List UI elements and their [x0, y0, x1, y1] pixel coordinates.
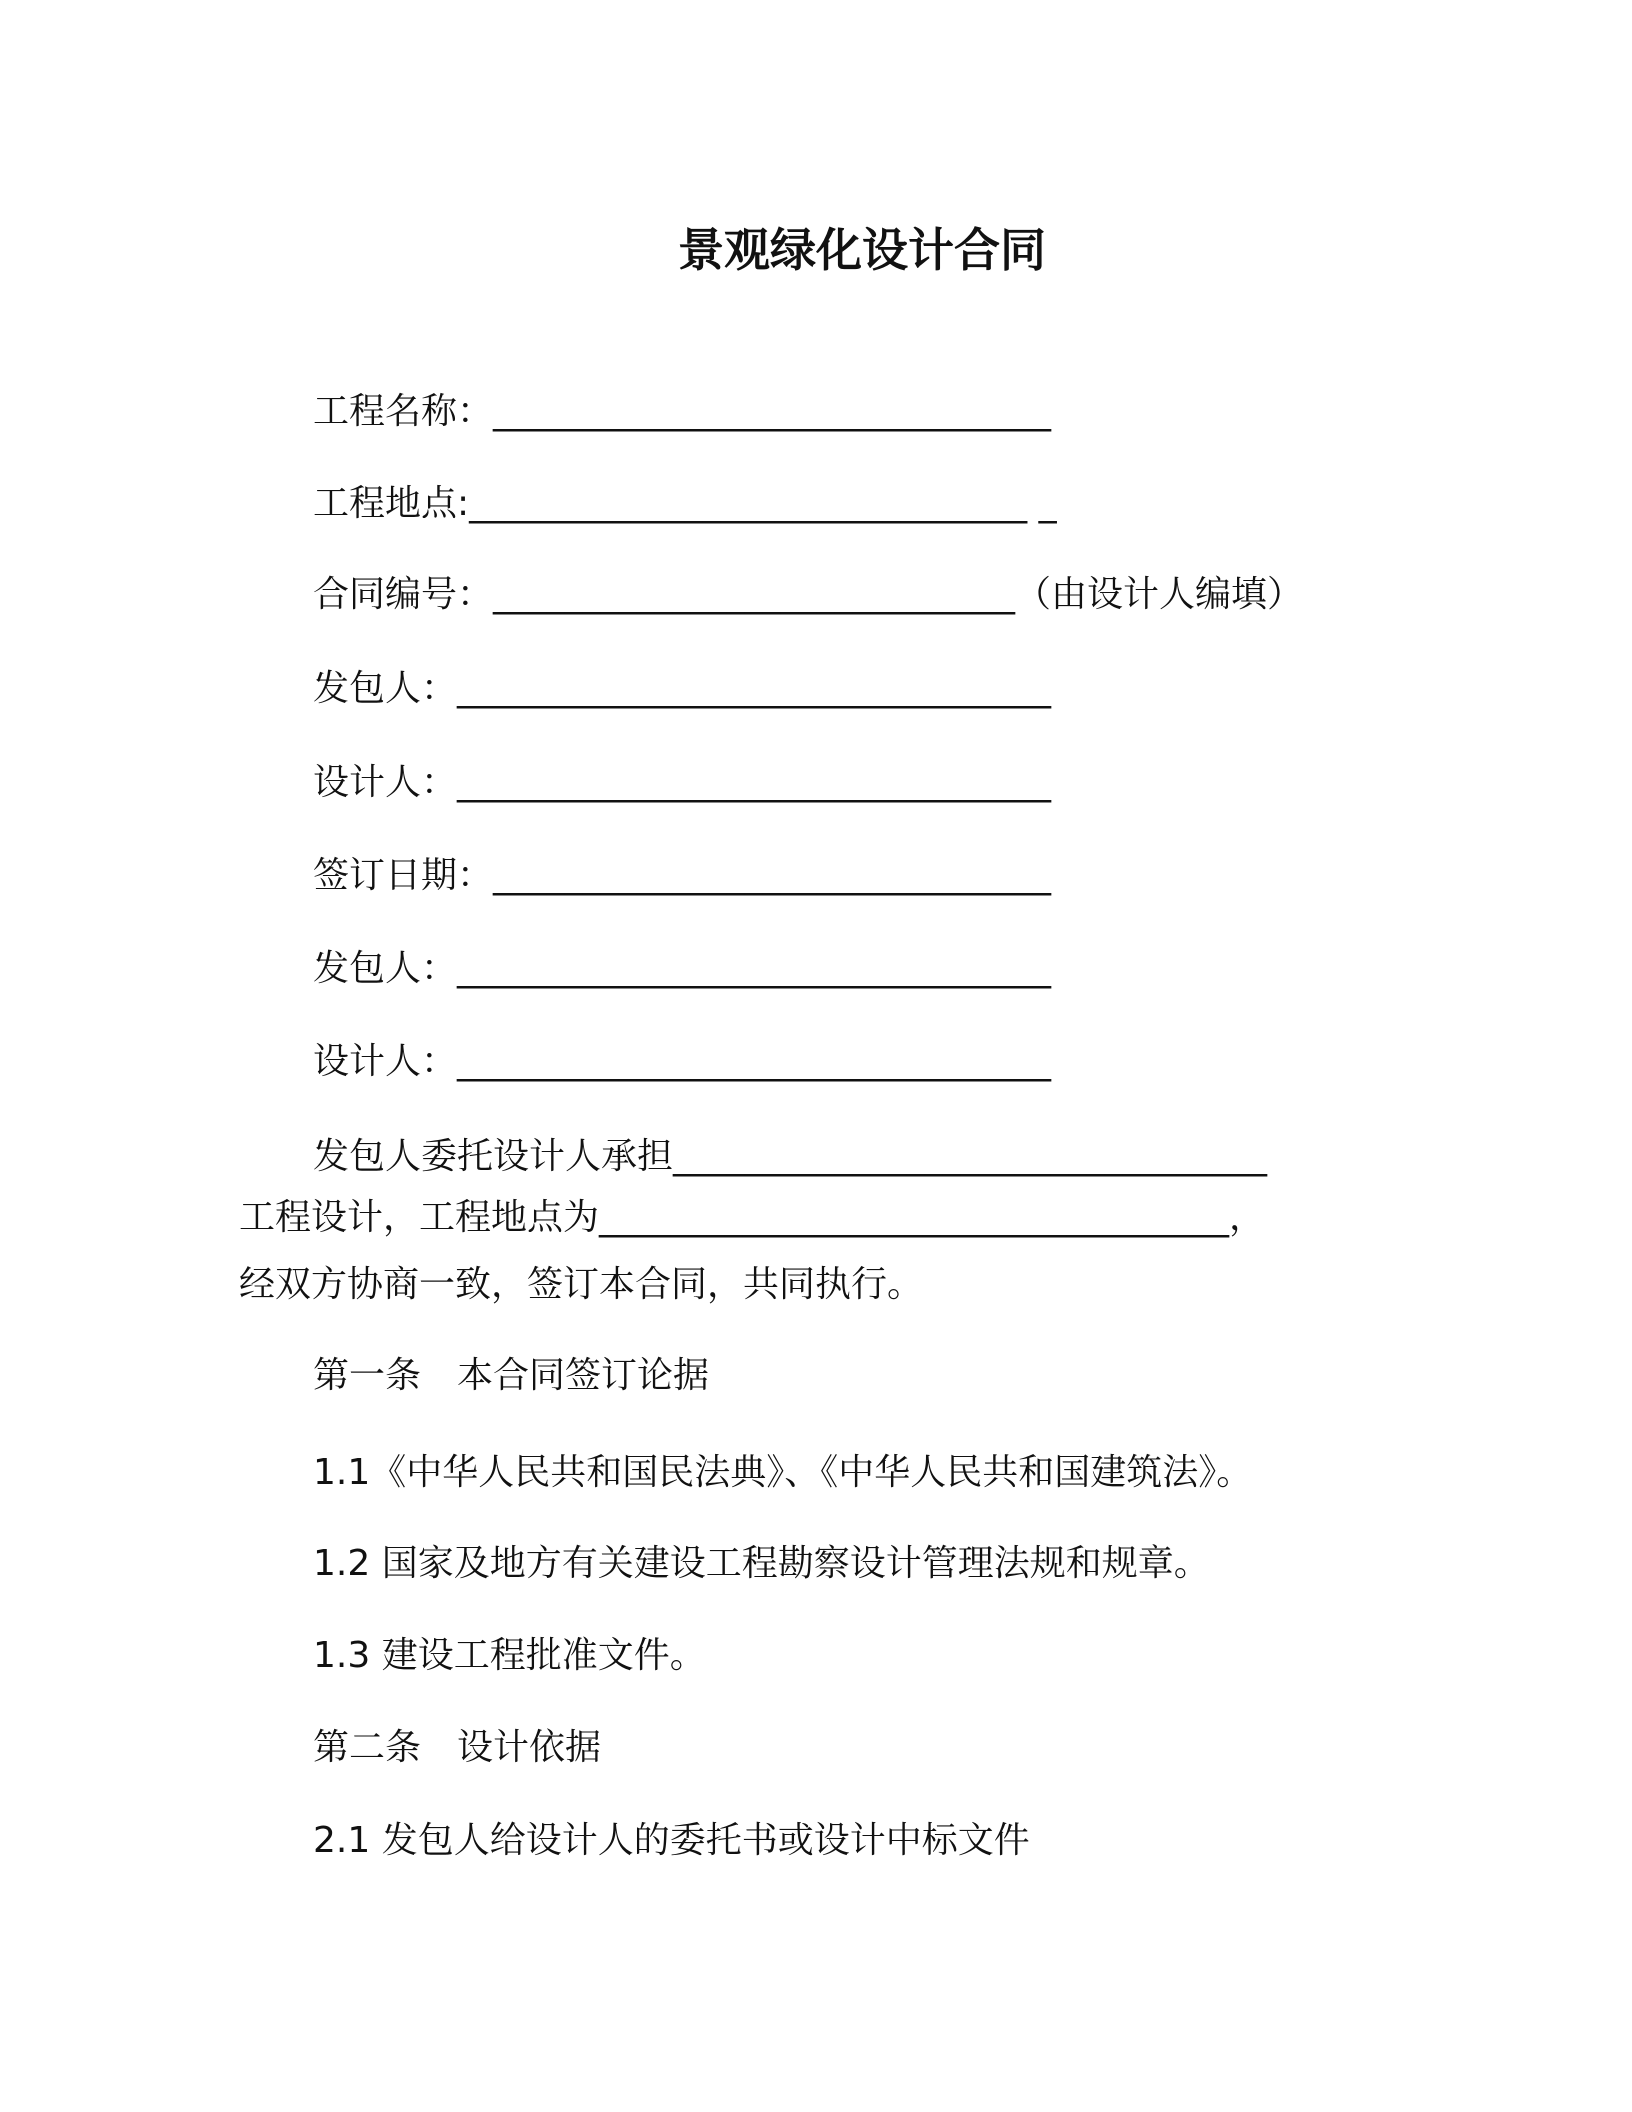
- field-blank[interactable]: _______________________________ _: [469, 483, 1057, 524]
- field-label: 设计人：: [313, 762, 458, 803]
- field-designer-2: [313, 1039, 1051, 1085]
- article-2-heading: 第二条 设计依据: [313, 1727, 602, 1768]
- field-sign-date: [313, 853, 1051, 899]
- intro-line-1: 发包人委托设计人承担_________________________________: [313, 1136, 1268, 1177]
- article-1-item-2: 1.2 国家及地方有关建设工程勘察设计管理法规和规章。: [313, 1543, 1210, 1584]
- field-blank[interactable]: _________________________________: [457, 762, 1052, 803]
- field-client-2: [313, 946, 1051, 992]
- article-1-heading: 第一条 本合同签订论据: [313, 1355, 710, 1396]
- field-blank[interactable]: _________________________________: [457, 1041, 1052, 1082]
- intro-line-3: 经双方协商一致，签订本合同，共同执行。: [239, 1264, 924, 1305]
- field-client: [313, 666, 1051, 712]
- document-title: 景观绿化设计合同: [678, 223, 1046, 277]
- field-blank[interactable]: _____________________________: [493, 574, 1016, 615]
- field-project-location: [313, 481, 1057, 527]
- field-blank[interactable]: _______________________________: [493, 855, 1052, 896]
- field-label: 工程名称：: [313, 391, 494, 432]
- field-label: 工程地点:: [313, 483, 470, 524]
- article-1-item-3: 1.3 建设工程批准文件。: [313, 1635, 706, 1676]
- intro-line-2: 工程设计，工程地点为___________________________________，: [239, 1197, 1266, 1238]
- field-label: 签订日期：: [313, 855, 494, 896]
- field-label: 发包人：: [313, 948, 458, 989]
- field-label: 合同编号：: [313, 574, 494, 615]
- field-blank[interactable]: _________________________________: [457, 948, 1052, 989]
- field-label: 发包人：: [313, 668, 458, 709]
- field-contract-number: [313, 572, 1303, 618]
- field-note: （由设计人编填）: [1015, 574, 1304, 615]
- field-blank[interactable]: _______________________________: [493, 391, 1052, 432]
- field-project-name: [313, 389, 1051, 435]
- article-2-item-1: 2.1 发包人给设计人的委托书或设计中标文件: [313, 1820, 1030, 1861]
- field-designer: [313, 760, 1051, 806]
- article-1-item-1: 1.1《中华人民共和国民法典》、《中华人民共和国建筑法》。: [313, 1452, 1253, 1493]
- field-blank[interactable]: _________________________________: [457, 668, 1052, 709]
- field-label: 设计人：: [313, 1041, 458, 1082]
